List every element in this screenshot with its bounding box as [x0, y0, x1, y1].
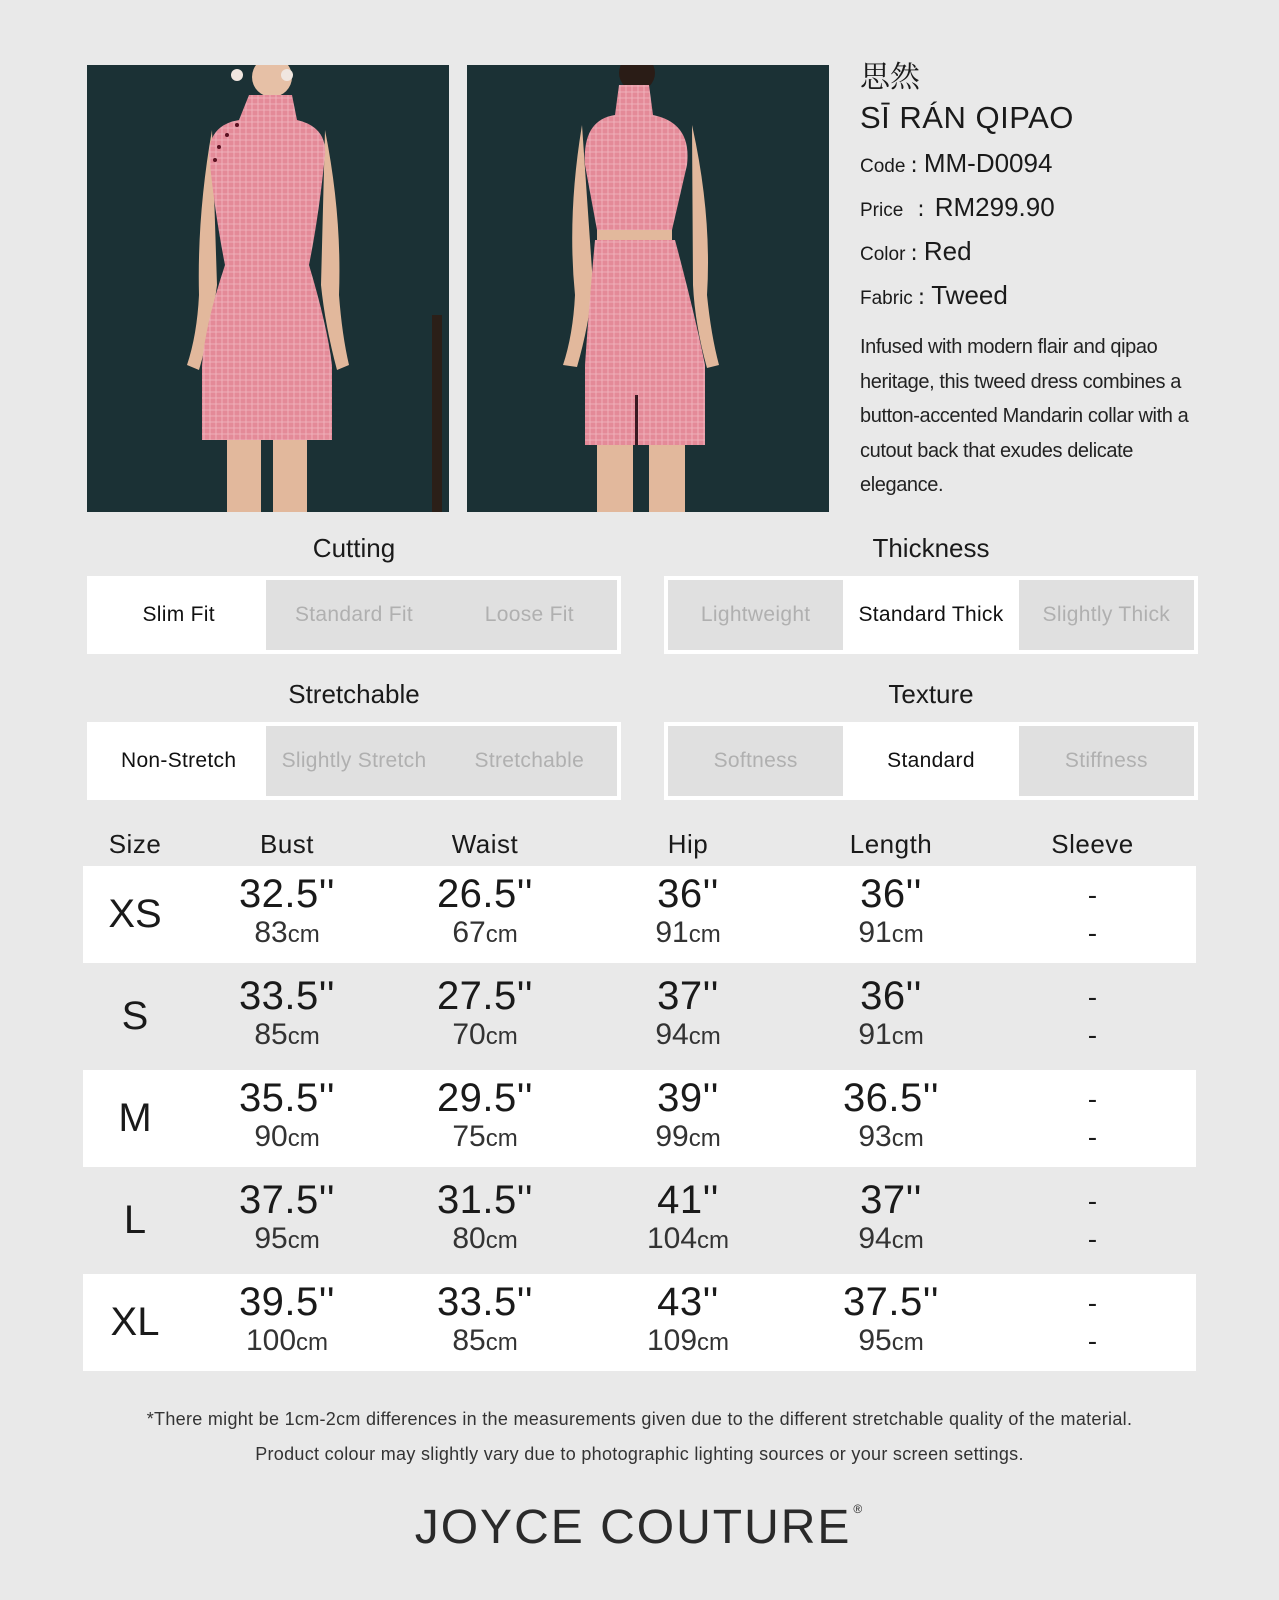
hip-cm-value: 94 — [655, 1018, 689, 1051]
cutting-option-slim-fit: Slim Fit — [91, 580, 266, 650]
cutting-selector — [87, 576, 621, 654]
brand-logo — [0, 1500, 1279, 1555]
product-info — [860, 60, 1210, 503]
length-cell — [793, 1070, 989, 1167]
length-cm-value: 94 — [858, 1222, 892, 1255]
waist-inches: 26.5'' — [436, 872, 534, 916]
product-chinese-name: 思然 — [860, 60, 920, 95]
bust-cm — [254, 1221, 319, 1262]
waist-cm — [452, 1323, 517, 1364]
header-hip: Hip — [667, 828, 709, 859]
sleeve-value: - — [1087, 1288, 1098, 1319]
cm-unit: cm — [891, 1329, 924, 1356]
waist-inches: 29.5'' — [436, 1076, 534, 1120]
table-row — [83, 1274, 1196, 1371]
stretchable-selector — [87, 722, 621, 800]
texture-option-standard: Standard — [843, 726, 1018, 796]
product-photo-back — [467, 65, 829, 512]
cm-unit: cm — [688, 1125, 721, 1152]
cm-unit: cm — [485, 921, 518, 948]
table-row — [83, 963, 1196, 1070]
stretchable-option-non-stretch: Non-Stretch — [91, 726, 266, 796]
texture-option-stiffness: Stiffness — [1064, 749, 1148, 772]
hip-inches: 36'' — [657, 872, 719, 916]
cm-unit: cm — [688, 921, 721, 948]
spec-price-value: RM299.90 — [934, 192, 1055, 222]
cm-unit: cm — [891, 921, 924, 948]
bust-cm — [246, 1323, 328, 1364]
sleeve-cell — [989, 1274, 1196, 1371]
texture-option-softness: Softness — [713, 749, 798, 772]
cm-unit: cm — [287, 921, 320, 948]
spec-code-sep: : — [910, 153, 918, 178]
sleeve-cell — [989, 1070, 1196, 1167]
length-cell — [793, 1274, 989, 1371]
length-cm — [858, 915, 923, 956]
cm-unit: cm — [485, 1227, 518, 1254]
table-row — [83, 866, 1196, 963]
hip-cm — [655, 1017, 720, 1058]
size-label: XS — [108, 892, 162, 936]
bust-cm-value: 83 — [254, 916, 288, 949]
hip-cm — [647, 1221, 729, 1262]
waist-cm-value: 80 — [452, 1222, 486, 1255]
cm-unit: cm — [891, 1125, 924, 1152]
length-inches: 36.5'' — [842, 1076, 940, 1120]
waist-cm — [452, 1119, 517, 1160]
bust-inches: 39.5'' — [238, 1280, 336, 1324]
thickness-option-lightweight: Lightweight — [700, 603, 811, 626]
texture-title: Texture — [888, 679, 974, 709]
bust-cm — [254, 1017, 319, 1058]
cm-unit: cm — [891, 1227, 924, 1254]
bust-cell — [187, 1167, 387, 1274]
sleeve-cell — [989, 1167, 1196, 1274]
bust-cell — [187, 1274, 387, 1371]
spec-code-label: Code — [860, 156, 906, 177]
stretchable-title: Stretchable — [288, 679, 420, 709]
thickness-selector — [664, 576, 1198, 654]
sleeve-value: - — [1087, 1224, 1098, 1255]
hip-cell — [583, 866, 793, 963]
size-label: M — [118, 1096, 152, 1140]
waist-cm-value: 70 — [452, 1018, 486, 1051]
texture-selector — [664, 722, 1198, 800]
cm-unit: cm — [287, 1125, 320, 1152]
cm-unit: cm — [697, 1227, 730, 1254]
size-chart-header — [83, 822, 1196, 866]
thickness-option-slightly-thick: Slightly Thick — [1042, 603, 1171, 626]
length-cm — [858, 1323, 923, 1364]
spec-fabric-value: Tweed — [931, 280, 1008, 310]
length-inches: 37.5'' — [842, 1280, 940, 1324]
waist-cm — [452, 1221, 517, 1262]
sleeve-cell — [989, 963, 1196, 1070]
waist-cm — [452, 915, 517, 956]
bust-cm-value: 90 — [254, 1120, 288, 1153]
stretchable-option-stretchable: Stretchable — [474, 749, 585, 772]
size-label: S — [121, 994, 149, 1038]
waist-inches: 27.5'' — [436, 974, 534, 1018]
length-inches: 37'' — [860, 1178, 922, 1222]
sleeve-value: - — [1087, 1122, 1098, 1153]
bust-inches: 35.5'' — [238, 1076, 336, 1120]
header-waist: Waist — [451, 828, 519, 859]
header-sleeve: Sleeve — [1051, 828, 1134, 859]
bust-inches: 37.5'' — [238, 1178, 336, 1222]
hip-inches: 37'' — [657, 974, 719, 1018]
spec-price-sep: : — [917, 197, 925, 222]
length-cell — [793, 1167, 989, 1274]
spec-code-value: MM-D0094 — [923, 148, 1053, 178]
spec-fabric-sep: : — [917, 285, 926, 310]
waist-cell — [387, 1070, 583, 1167]
cm-unit: cm — [891, 1023, 924, 1050]
cutting-title: Cutting — [312, 533, 396, 563]
hip-cm-value: 99 — [655, 1120, 689, 1153]
header-size: Size — [108, 828, 162, 859]
bust-cm-value: 85 — [254, 1018, 288, 1051]
sleeve-value: - — [1087, 880, 1098, 911]
cm-unit: cm — [485, 1125, 518, 1152]
spec-color-value: Red — [923, 236, 972, 266]
bust-cell — [187, 963, 387, 1070]
bust-cm — [254, 1119, 319, 1160]
spec-fabric-label: Fabric — [860, 288, 913, 309]
waist-inches: 33.5'' — [436, 1280, 534, 1324]
length-cm — [858, 1017, 923, 1058]
registered-mark: ® — [853, 1502, 865, 1516]
waist-inches: 31.5'' — [436, 1178, 534, 1222]
length-inches: 36'' — [860, 872, 922, 916]
thickness-title: Thickness — [872, 533, 990, 563]
waist-cell — [387, 963, 583, 1070]
hip-inches: 41'' — [657, 1178, 719, 1222]
waist-cm-value: 67 — [452, 916, 486, 949]
length-cm-value: 91 — [858, 1018, 892, 1051]
hip-cell — [583, 1070, 793, 1167]
waist-cm-value: 75 — [452, 1120, 486, 1153]
spec-price — [860, 192, 1210, 228]
size-chart — [83, 822, 1196, 1371]
spec-color-sep: : — [910, 241, 918, 266]
spec-price-label: Price — [860, 200, 904, 221]
length-cell — [793, 963, 989, 1070]
sleeve-value: - — [1087, 1084, 1098, 1115]
length-cm — [858, 1221, 923, 1262]
bust-cm-value: 95 — [254, 1222, 288, 1255]
spec-code — [860, 148, 1210, 184]
table-row — [83, 1167, 1196, 1274]
cm-unit: cm — [485, 1023, 518, 1050]
sleeve-value: - — [1087, 982, 1098, 1013]
waist-cm — [452, 1017, 517, 1058]
length-cm-value: 91 — [858, 916, 892, 949]
hip-cell — [583, 963, 793, 1070]
length-cell — [793, 866, 989, 963]
waist-cell — [387, 1274, 583, 1371]
length-cm-value: 95 — [858, 1324, 892, 1357]
size-label: XL — [110, 1300, 160, 1344]
bust-cell — [187, 1070, 387, 1167]
waist-cell — [387, 1167, 583, 1274]
cm-unit: cm — [485, 1329, 518, 1356]
size-label: L — [123, 1198, 147, 1242]
waist-cell — [387, 866, 583, 963]
table-row — [83, 1070, 1196, 1167]
cm-unit: cm — [688, 1023, 721, 1050]
cutting-option-loose-fit: Loose Fit — [484, 603, 574, 626]
sleeve-value: - — [1087, 1186, 1098, 1217]
header-bust: Bust — [259, 828, 315, 859]
colour-note: Product colour may slightly vary due to photographic lighting sources or your screen settings. — [255, 1444, 1024, 1464]
size-chart-body — [83, 866, 1196, 1371]
bust-inches: 32.5'' — [238, 872, 336, 916]
hip-cm — [647, 1323, 729, 1364]
product-photo-front — [87, 65, 449, 512]
product-description: Infused with modern flair and qipao heritage, this tweed dress combines a button-accented Mandarin collar with a cutout back that exudes delicate elegance. — [860, 336, 1189, 496]
cm-unit: cm — [296, 1329, 329, 1356]
spec-color — [860, 236, 1210, 272]
spec-fabric — [860, 280, 1210, 316]
spec-color-label: Color — [860, 244, 906, 265]
brand-name: JOYCE COUTURE — [414, 1501, 852, 1554]
hip-cm-value: 104 — [646, 1222, 698, 1255]
hip-cm-value: 91 — [655, 916, 689, 949]
length-cm — [858, 1119, 923, 1160]
hip-cm — [655, 1119, 720, 1160]
cutting-option-standard-fit: Standard Fit — [294, 603, 413, 626]
product-name: SĪ RÁN QIPAO — [860, 100, 1074, 135]
waist-cm-value: 85 — [452, 1324, 486, 1357]
sleeve-value: - — [1087, 1326, 1098, 1357]
cm-unit: cm — [697, 1329, 730, 1356]
header-length: Length — [849, 828, 933, 859]
thickness-option-standard-thick: Standard Thick — [843, 580, 1018, 650]
bust-cell — [187, 866, 387, 963]
sleeve-value: - — [1087, 918, 1098, 949]
cm-unit: cm — [287, 1023, 320, 1050]
bust-cm-value: 100 — [245, 1324, 297, 1357]
measurement-note: *There might be 1cm-2cm differences in the measurements given due to the different stretchable quality of the material. — [146, 1409, 1133, 1429]
hip-inches: 39'' — [657, 1076, 719, 1120]
length-inches: 36'' — [860, 974, 922, 1018]
hip-cell — [583, 1167, 793, 1274]
hip-cell — [583, 1274, 793, 1371]
length-cm-value: 93 — [858, 1120, 892, 1153]
sleeve-value: - — [1087, 1020, 1098, 1051]
bust-inches: 33.5'' — [238, 974, 336, 1018]
sleeve-cell — [989, 866, 1196, 963]
hip-cm — [655, 915, 720, 956]
stretchable-option-slightly-stretch: Slightly Stretch — [281, 749, 427, 772]
bust-cm — [254, 915, 319, 956]
hip-inches: 43'' — [657, 1280, 719, 1324]
cm-unit: cm — [287, 1227, 320, 1254]
hip-cm-value: 109 — [646, 1324, 698, 1357]
